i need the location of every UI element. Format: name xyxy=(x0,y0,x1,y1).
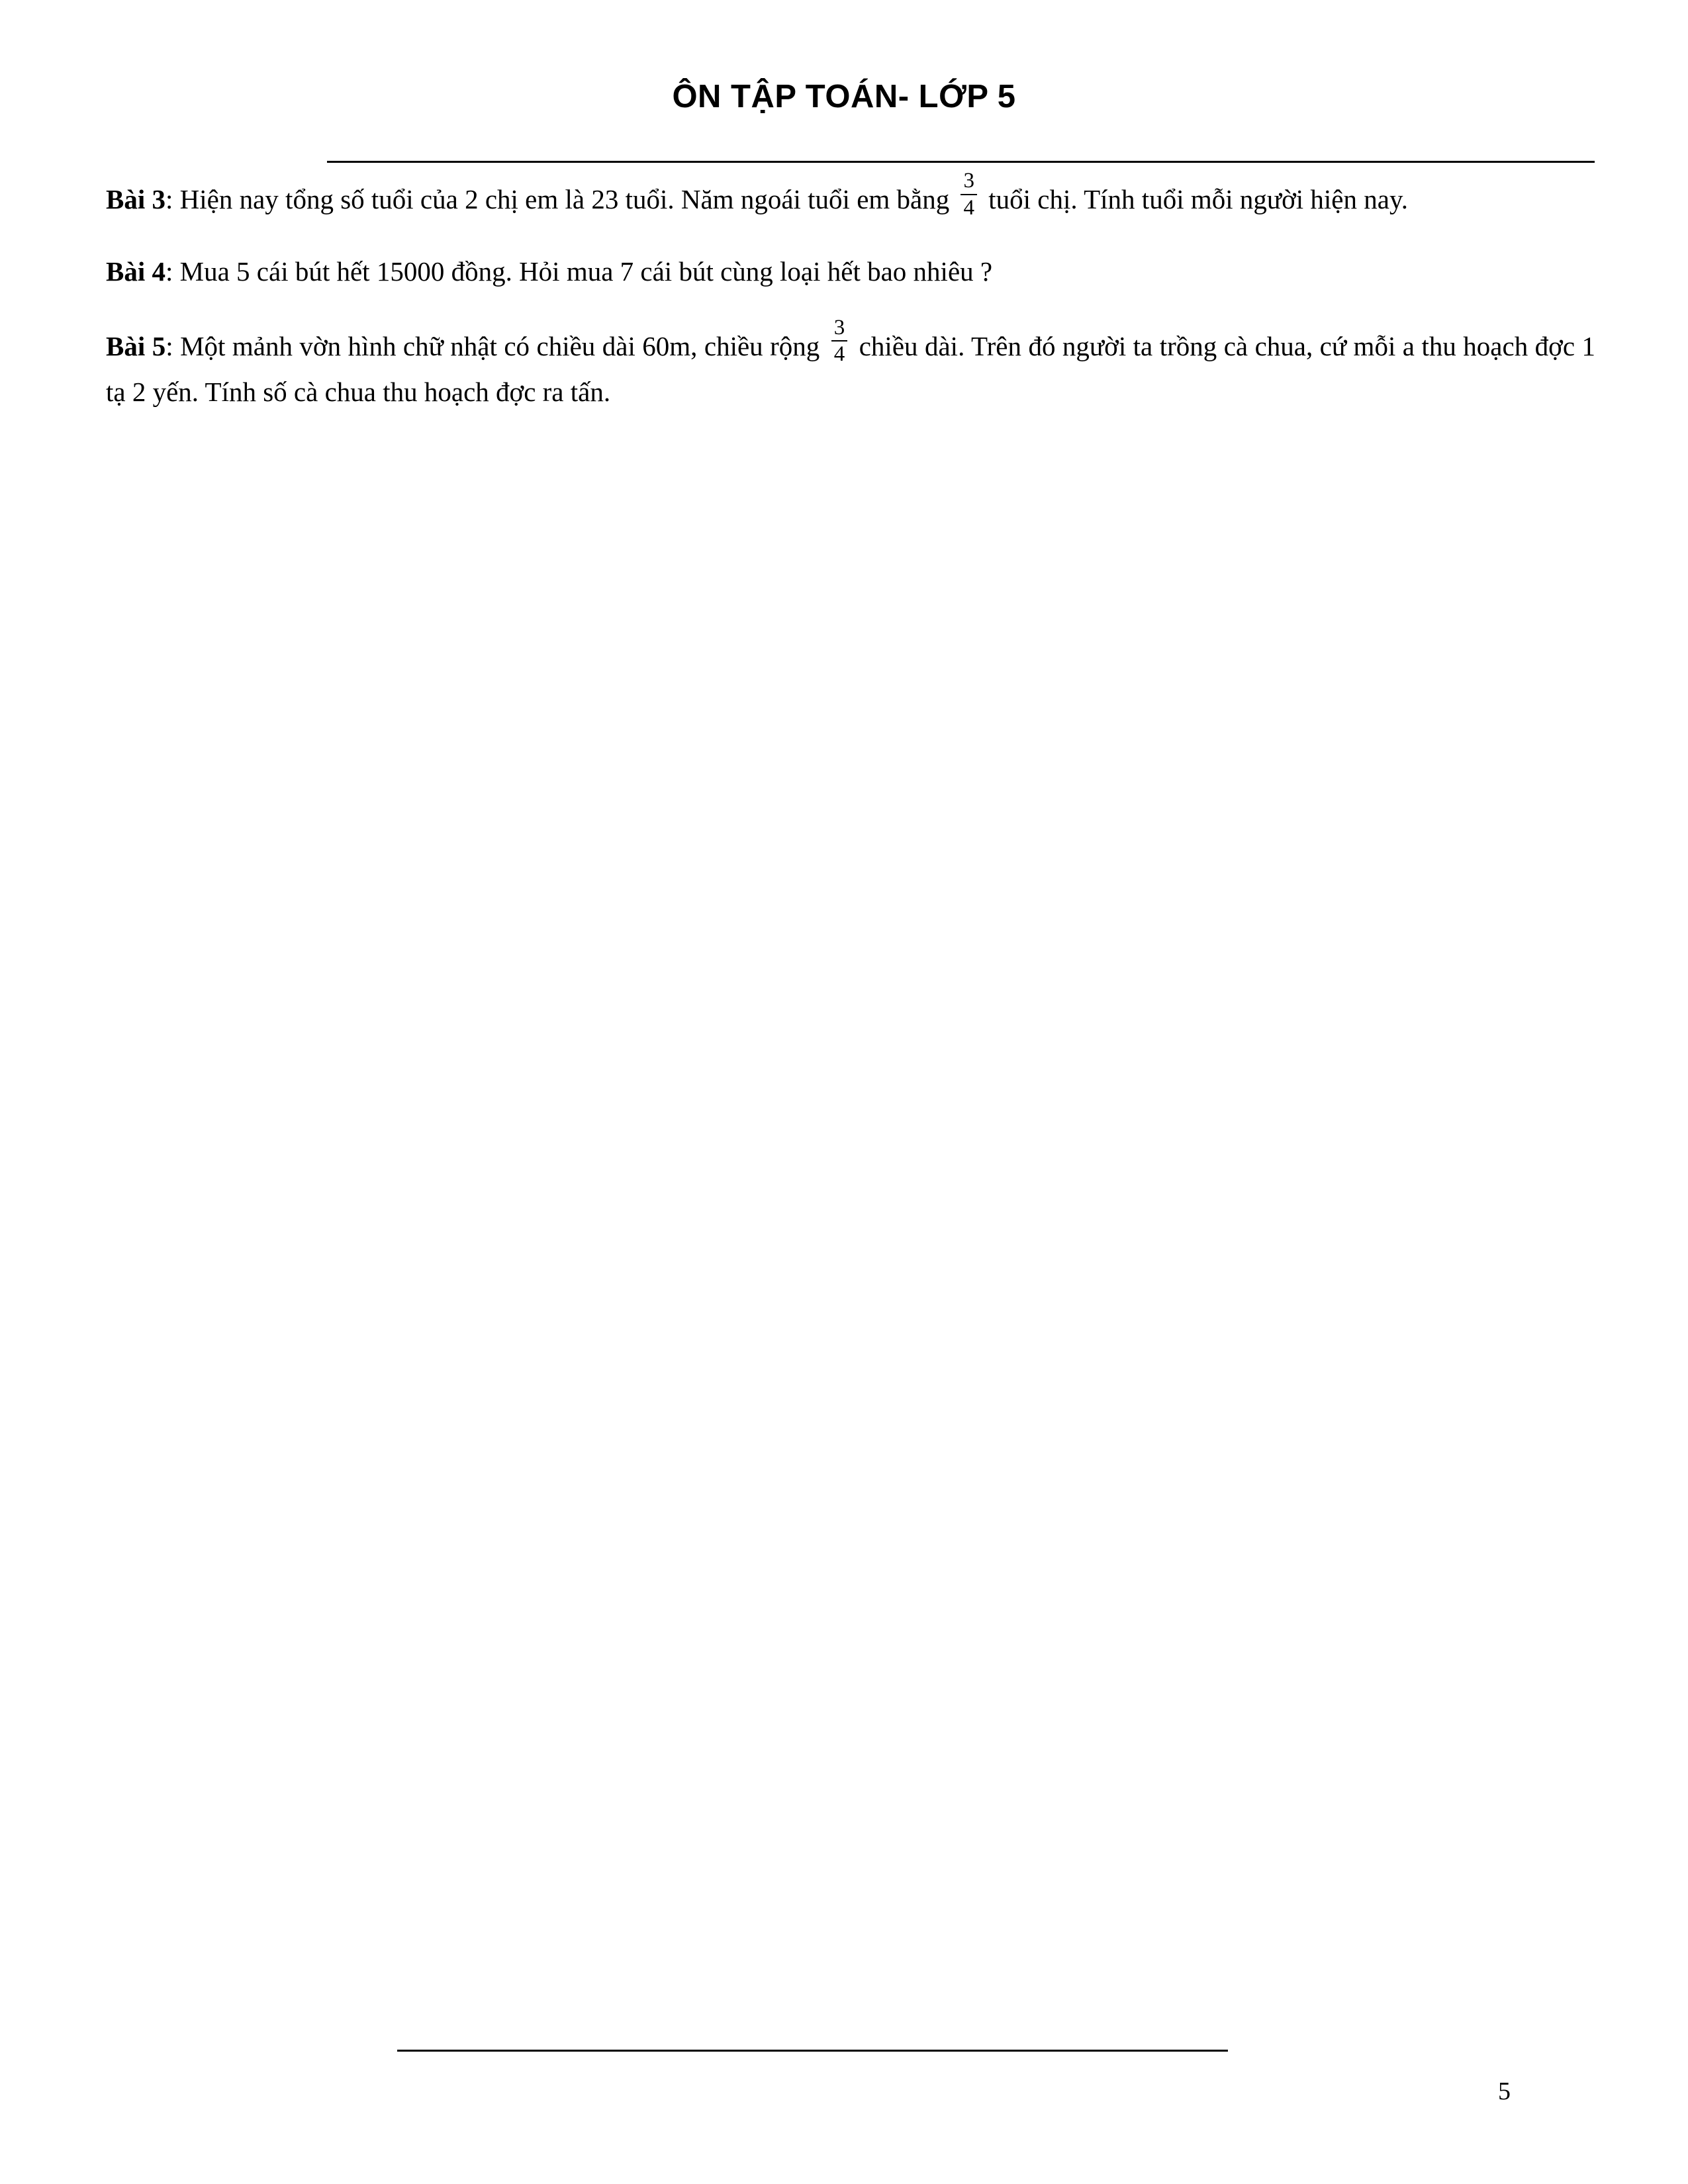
page-title: ÔN TẬP TOÁN- LỚP 5 xyxy=(672,79,1016,114)
fraction-denominator: 4 xyxy=(963,195,974,220)
exercise-separator-4: : xyxy=(165,256,180,287)
document-body xyxy=(106,169,1596,414)
exercise-label-4: Bài 4 xyxy=(106,256,165,287)
exercise-text-before-4: Mua 5 cái bút hết 15000 đồng. Hỏi mua 7 cái bút cùng loại hết bao nhiêu ? xyxy=(179,256,993,287)
exercise-separator-3: : xyxy=(165,183,180,214)
fraction-bar xyxy=(961,194,977,195)
fraction-bar xyxy=(831,340,848,341)
exercise-item-3 xyxy=(106,169,1595,223)
fraction-three-fourths xyxy=(831,316,848,366)
exercise-item-5 xyxy=(106,315,1596,414)
fraction-numerator: 3 xyxy=(963,169,974,193)
exercise-text-after-3: tuổi chị. Tính tuổi mỗi người hiện nay. xyxy=(988,183,1409,214)
fraction-denominator: 4 xyxy=(833,342,845,367)
exercise-text-after-5: chiều dài. Trên đó người ta trồng cà chua, cứ mỗi a thu hoạch đợc 1 tạ 2 yến. Tính số cà chua thu hoạch đợc ra tấn. xyxy=(106,330,1596,407)
fraction-three-fourths xyxy=(961,169,977,219)
exercise-separator-5: : xyxy=(165,330,181,361)
fraction-numerator: 3 xyxy=(833,315,845,340)
exercise-text-before-5: Một mảnh vờn hình chữ nhật có chiều dài 60m, chiều rộng xyxy=(180,330,820,361)
exercise-label-5: Bài 5 xyxy=(106,330,166,361)
header-divider xyxy=(327,161,1595,163)
footer-divider xyxy=(397,2050,1228,2052)
exercise-item-4 xyxy=(106,250,1595,293)
paragraph-spacer xyxy=(106,306,1595,320)
page-number: 5 xyxy=(1498,2077,1511,2105)
exercise-text-before-3: Hiện nay tổng số tuổi của 2 chị em là 23 tuổi. Năm ngoái tuổi em bằng xyxy=(179,183,950,214)
paragraph-spacer xyxy=(106,235,1595,250)
exercise-label-3: Bài 3 xyxy=(106,183,165,214)
